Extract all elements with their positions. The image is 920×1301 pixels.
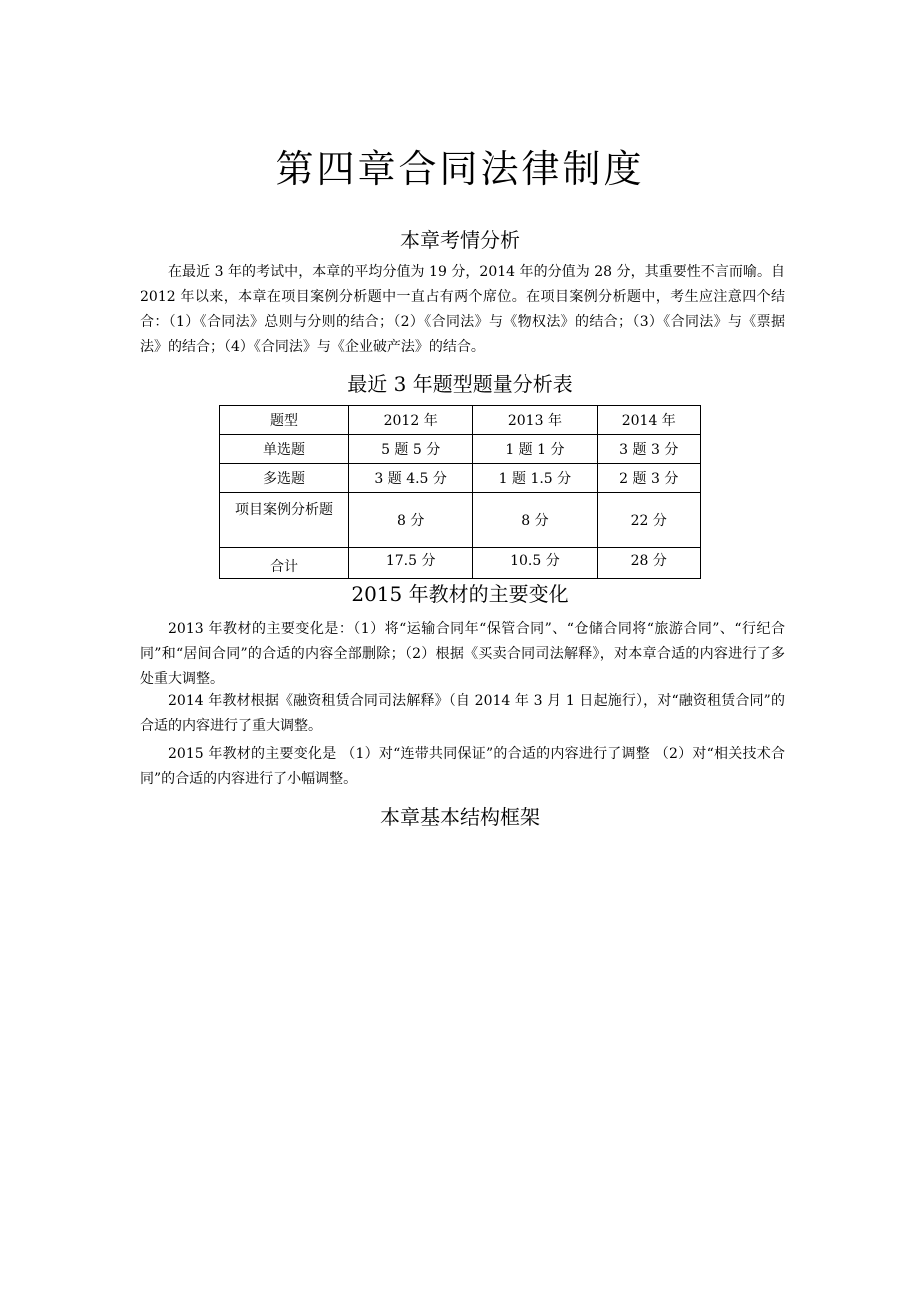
chapter-title: 第四章合同法律制度 [275,147,645,191]
table-cell: 8 分 [349,493,473,548]
table-cell: 5 题 5 分 [349,435,473,464]
header-cell: 2013 年 [473,406,597,435]
changes-paragraph-2014: 2014 年教材根据《融资租赁合同司法解释》（自 2014 年 3 月 1 日起施行），对“融资租赁合同”的合适的内容进行了重大调整。 [140,693,785,734]
table-cell: 22 分 [597,493,700,548]
table-cell: 1 题 1.5 分 [473,464,597,493]
table-cell: 合计 [220,548,349,579]
table-cell: 1 题 1 分 [473,435,597,464]
analysis-heading: 本章考情分析 [400,228,520,252]
header-cell: 2014 年 [597,406,700,435]
changes-heading: 2015 年教材的主要变化 [351,582,569,606]
header-cell: 2012 年 [349,406,473,435]
structure-heading: 本章基本结构框架 [380,805,540,829]
table-cell: 8 分 [473,493,597,548]
analysis-paragraph: 在最近 3 年的考试中，本章的平均分值为 19 分，2014 年的分值为 28 分，其重要性不言而喻。自 2012 年以来，本章在项目案例分析题中一直占有两个席位。在项目案例分析题中，考生应注意四个结合：（1）《合同法》总则与分则的结合；（2）《合同法》与《物权法》的结合；（3）《合同法》与《票据法》的结合；（4）《合同法》与《企业破产法》的结合。 [140,264,785,355]
table-cell: 单选题 [220,435,349,464]
changes-paragraph-2013: 2013 年教材的主要变化是：（1）将“运输合同年“保管合同”、“仓储合同将“旅游合同”、“行纪合同”和“居间合同”的合适的内容全部删除；（2）根据《买卖合同司法解释》，对本章合适的内容进行了多处重大调整。 [140,621,785,687]
header-cell: 题型 [220,406,349,435]
question-stats-table [219,405,701,579]
table-row [220,435,701,464]
table-header-row [220,406,701,435]
table-cell: 多选题 [220,464,349,493]
table-cell: 3 题 3 分 [597,435,700,464]
table-cell: 17.5 分 [349,548,473,579]
table-cell: 28 分 [597,548,700,579]
table-row [220,493,701,548]
table-cell: 项目案例分析题 [220,493,349,548]
table-cell: 2 题 3 分 [597,464,700,493]
table-row [220,548,701,579]
table-row [220,464,701,493]
table-heading: 最近 3 年题型题量分析表 [347,372,573,396]
table-cell: 3 题 4.5 分 [349,464,473,493]
changes-paragraph-2015: 2015 年教材的主要变化是 （1）对“连带共同保证”的合适的内容进行了调整 （2）对“相关技术合同”的合适的内容进行了小幅调整。 [140,746,785,787]
table-cell: 10.5 分 [473,548,597,579]
